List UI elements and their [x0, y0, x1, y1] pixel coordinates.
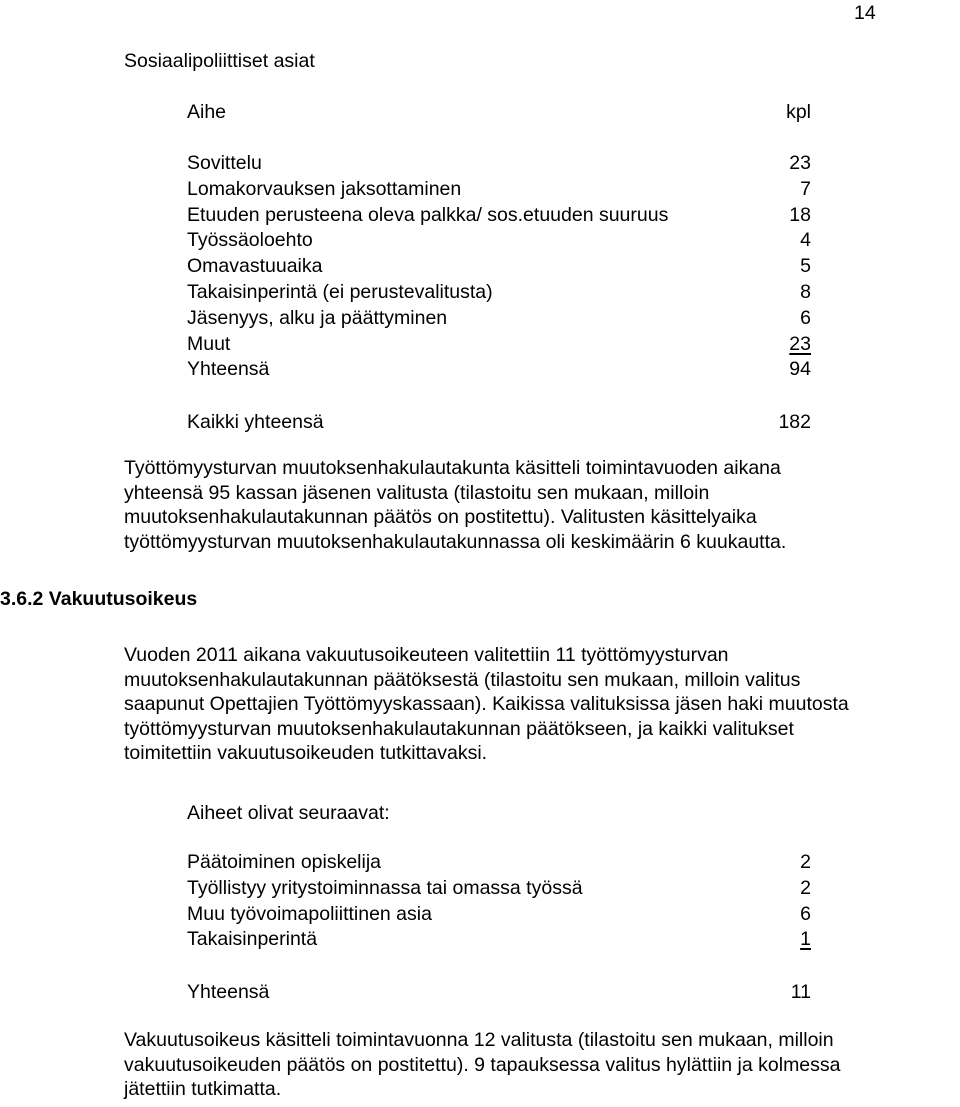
- row-value: 6: [800, 306, 811, 329]
- page-number: 14: [854, 2, 876, 24]
- paragraph-3: [124, 1028, 956, 1102]
- table-row: [187, 280, 811, 306]
- paragraph-line: toimitettiin vakuutusoikeuden tutkittavaksi.: [124, 742, 488, 765]
- total-value: 94: [789, 358, 811, 381]
- paragraph-line: jätettiin tutkimatta.: [124, 1078, 282, 1101]
- table-row: [187, 228, 811, 254]
- table-row: [187, 927, 811, 953]
- paragraph-line: saapunut Opettajien Työttömyyskassaan). Kaikissa valituksissa jäsen haki muutosta: [124, 693, 849, 716]
- row-label: Etuuden perusteena oleva palkka/ sos.etuuden suuruus: [187, 203, 669, 226]
- table-row: [187, 151, 811, 177]
- row-value: 23: [789, 152, 811, 174]
- total-label: Yhteensä: [187, 358, 270, 381]
- total-label: Yhteensä: [187, 981, 270, 1003]
- paragraph-line: muutoksenhakulautakunnan päätöksestä (tilastoitu sen mukaan, milloin valitus: [124, 668, 801, 691]
- paragraph-line: Vuoden 2011 aikana vakuutusoikeuteen valitettiin 11 työttömyysturvan: [124, 644, 729, 666]
- paragraph-line: yhteensä 95 kassan jäsenen valitusta (tilastoitu sen mukaan, milloin: [124, 481, 710, 504]
- total-value: 11: [790, 981, 811, 1003]
- table-row: [187, 902, 811, 928]
- paragraph-line: vakuutusoikeuden päätös on postitettu). 9 tapauksessa valitus hylättiin ja kolmessa: [124, 1053, 841, 1076]
- table1-total-row: [187, 357, 811, 383]
- row-value: 18: [789, 203, 811, 226]
- row-label: Omavastuuaika: [187, 255, 323, 278]
- row-value: 5: [800, 255, 811, 278]
- paragraph-line: työttömyysturvan muutoksenhakulautakunnan päätökseen, ja kaikki valitukset: [124, 717, 794, 740]
- table2-intro: Aiheet olivat seuraavat:: [187, 802, 390, 824]
- paragraph-1: [124, 456, 956, 554]
- section-title: Sosiaalipoliittiset asiat: [124, 50, 315, 72]
- grand-total-label: Kaikki yhteensä: [187, 411, 324, 433]
- paragraph-2: [124, 643, 956, 766]
- row-label: Muut: [187, 332, 231, 355]
- table-row: [187, 203, 811, 229]
- row-label: Jäsenyys, alku ja päättyminen: [187, 306, 448, 329]
- row-value: 2: [800, 851, 811, 873]
- paragraph-line: työttömyysturvan muutoksenhakulautakunnassa oli keskimäärin 6 kuukautta.: [124, 530, 787, 553]
- row-label: Päätoiminen opiskelija: [187, 851, 382, 873]
- row-value: 1: [800, 928, 811, 951]
- row-label: Takaisinperintä (ei perustevalitusta): [187, 280, 493, 303]
- row-value: 4: [800, 229, 811, 252]
- table1: [187, 151, 811, 383]
- grand-total-value: 182: [778, 411, 811, 433]
- table-row: [187, 876, 811, 902]
- row-label: Takaisinperintä: [187, 928, 318, 951]
- table2-total-row: [187, 980, 811, 1006]
- table-row: [187, 254, 811, 280]
- row-label: Työssäoloehto: [187, 229, 313, 252]
- paragraph-line: Työttömyysturvan muutoksenhakulautakunta käsitteli toimintavuoden aikana: [124, 457, 781, 479]
- row-value: 2: [800, 876, 811, 899]
- row-value: 8: [800, 280, 811, 303]
- paragraph-line: Vakuutusoikeus käsitteli toimintavuonna 12 valitusta (tilastoitu sen mukaan, milloin: [124, 1029, 834, 1051]
- grand-total: [187, 410, 811, 436]
- table-row: [187, 850, 811, 876]
- row-value: 23: [789, 332, 811, 355]
- table-row: [187, 306, 811, 332]
- section-heading: 3.6.2 Vakuutusoikeus: [0, 588, 198, 610]
- row-label: Sovittelu: [187, 152, 262, 174]
- paragraph-line: muutoksenhakulautakunnan päätös on postitettu). Valitusten käsittelyaika: [124, 506, 757, 529]
- row-label: Lomakorvauksen jaksottaminen: [187, 177, 462, 200]
- row-label: Työllistyy yritystoiminnassa tai omassa työssä: [187, 876, 583, 899]
- table-row: [187, 177, 811, 203]
- row-label: Muu työvoimapoliittinen asia: [187, 902, 432, 925]
- row-value: 7: [800, 177, 811, 200]
- table2: [187, 850, 811, 953]
- table-row: [187, 332, 811, 358]
- row-value: 6: [800, 902, 811, 925]
- table1-header-subject: Aihe: [187, 101, 227, 123]
- table1-header-count: kpl: [786, 101, 811, 123]
- table1-header: [187, 100, 811, 126]
